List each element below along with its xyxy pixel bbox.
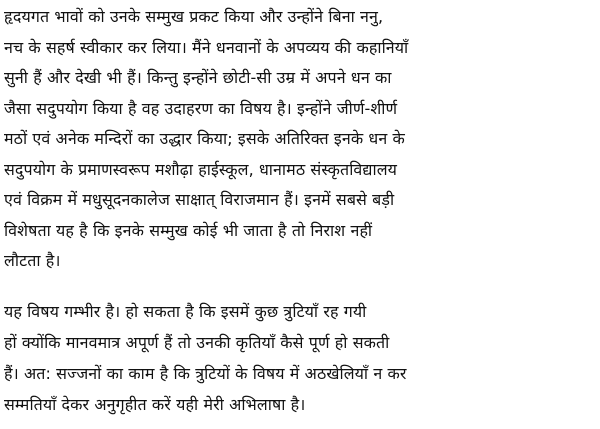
text-line: यह विषय गम्भीर है। हो सकता है कि इसमें कुछ त्रुटियाँ रह गयी (4, 302, 367, 321)
paragraph-2 (4, 296, 596, 420)
paragraph-1 (4, 2, 596, 277)
text-line: विशेषता यह है कि इनके सम्मुख कोई भी जाता है तो निराश नहीं (4, 220, 373, 240)
text-line: जैसा सदुपयोग किया है वह उदाहरण का विषय है। इन्होंने जीर्ण-शीर्ण (4, 98, 398, 118)
text-line: सुनी हैं और देखी भी हैं। किन्तु इन्होंने छोटी-सी उम्र में अपने धन का (4, 68, 392, 87)
text-line: एवं विक्रम में मधुसूदनकालेज साक्षात् विराजमान हैं। इनमें सबसे बड़ी (4, 190, 395, 209)
text-line: सम्मतियाँ देकर अनुगृहीत करें यही मेरी अभिलाषा है। (4, 395, 306, 414)
text-line: नच के सहर्ष स्वीकार कर लिया। मैंने धनवानों के अपव्यय की कहानियाँ (4, 37, 409, 57)
text-line: हृदयगत भावों को उनके सम्मुख प्रकट किया और उन्होंने बिना ननु, (4, 7, 384, 26)
text-line: लौटता है। (4, 251, 61, 270)
text-line: मठों एवं अनेक मन्दिरों का उद्धार किया; इसके अतिरिक्त इनके धन के (4, 129, 405, 148)
text-line: हैं। अत: सज्जनों का काम है कि त्रुटियों के विषय में अठखेलियाँ न कर (4, 364, 407, 383)
text-line: सदुपयोग के प्रमाणस्वरूप मशौढ़ा हाईस्कूल, धानामठ संस्कृतविद्यालय (4, 159, 398, 179)
text-line: हों क्योंकि मानवमात्र अपूर्ण हैं तो उनकी कृतियाँ कैसे पूर्ण हो सकती (4, 333, 390, 352)
